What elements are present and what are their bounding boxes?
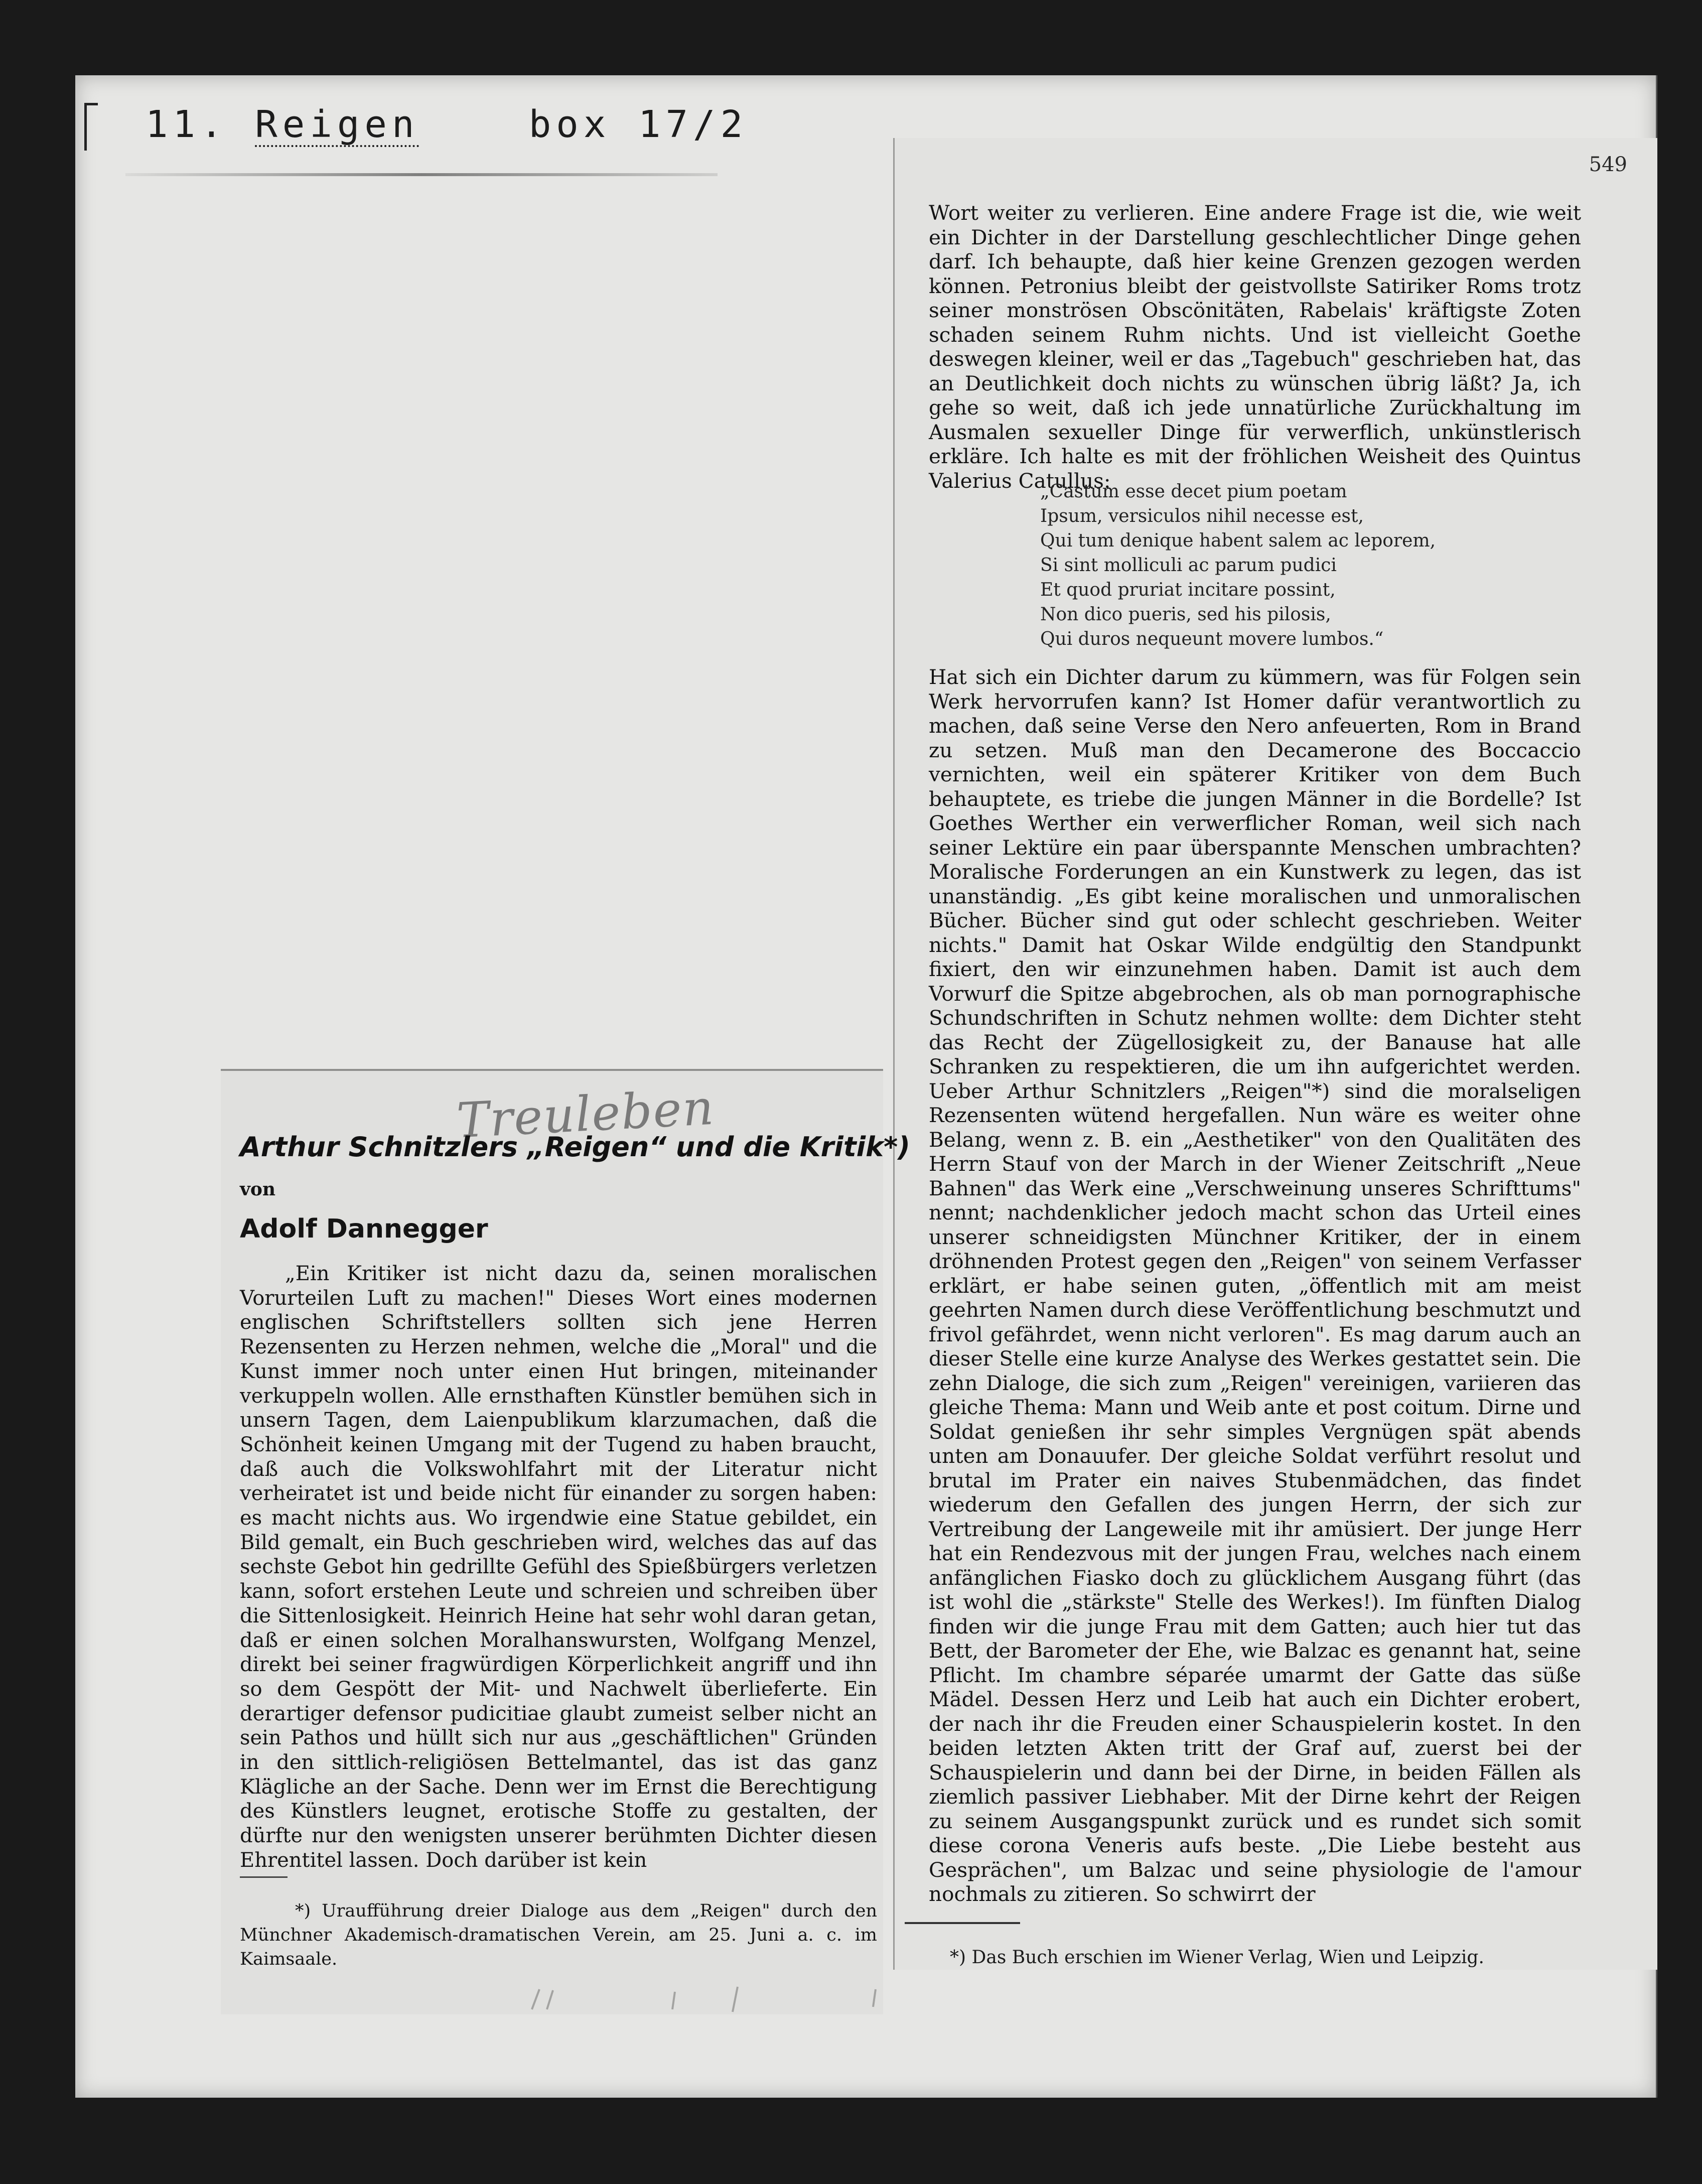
poem-line: Si sint molliculi ac parum pudici <box>1040 555 1337 576</box>
catullus-poem <box>1040 479 1436 651</box>
right-paragraph-1 <box>929 201 1581 493</box>
paragraph-text: Hat sich ein Dichter darum zu kümmern, was für Folgen sein Werk hervorrufen kann? Ist Homer dafür verantwortlich zu machen, daß seine Verse den Nero anfeuerten, Rom in Brand zu setzen. Muß man den Decamerone des Boccaccio vernichten, weil ein späterer Kritiker von dem Buch behauptete, es triebe die jungen Männer in die Bordelle? Ist Goethes Werther ein verwerflicher Roman, weil sich nach seiner Lektüre ein paar überspannte Menschen umbrachten? Moralische Forderungen an ein Kunstwerk zu legen, das ist unanständig. „Es gibt keine moralischen und unmoralischen Bücher. Bücher sind gut oder schlecht geschrieben. Weiter nichts." Damit hat Oskar Wilde endgültig den Standpunkt fixiert, den wir einzunehmen haben. Damit ist auch dem Vorwurf die Spitze abgebrochen, als ob man pornographische Schundschriften in Schutz nehmen wollte: dem Dichter steht das Recht der Zügellosigkeit zu, der Banause hat alle Schranken zu respektieren, die um ihn aufgerichtet werden. Ueber Arthur Schnitzlers „Reigen"*) sind die moralseligen Rezensenten wütend hergefallen. Nun wäre es weiter ohne Belang, wenn z. B. ein „Aesthetiker" von den Qualitäten des Herrn Stauf von der March in der Wiener Zeitschrift „Neue Bahnen" das Werk eine „Verschweinung unseres Schrifttums" nennt; nachdenklicher jedoch macht schon das Urteil eines unserer schneidigsten Münchner Kritiker, der in einem dröhnenden Protest gegen den „Reigen" von seinem Verfasser erklärt, er habe seinen guten, „öffentlich mit am meist geehrten Namen durch diese Veröffentlichung beschmutzt und frivol gefährdet, wenn nicht verloren". Es mag darum auch an dieser Stelle eine kurze Analyse des Werkes gestattet sein. Die zehn Dialoge, die sich zum „Reigen" vereinigen, variieren das gleiche Thema: Mann und Weib ante et post coitum. Dirne und Soldat genießen ihr sehr simples Vergnügen spät abends unten am Donauufer. Der gleiche Soldat verführt resolut und brutal im Prater ein naives Stubenmädchen, das findet wiederum den Gefallen des jungen Herrn, der sich zur Vertreibung der Langeweile mit ihr amüsiert. Der junge Herr hat ein Rendezvous mit der jungen Frau, welches nach einem anfänglichen Fiasko doch zu glücklichem Ausgang führt (das ist wohl die „stärkste" Stelle des Werkes!). Im fünften Dialog finden wir die junge Frau mit dem Gatten; auch hier tut das Bett, der Barometer der Ehe, wie Balzac es genannt hat, seine Pflicht. Im chambre séparée umarmt der Gatte das süße Mädel. Dessen Herz und Leib hat auch ein Dichter erobert, der nach ihr die Freuden einer Schauspielerin kostet. In den beiden letzten Akten tritt der Graf auf, zuerst bei der Schauspielerin und dann bei der Dirne, in beiden Fällen als ziemlich passiver Liebhaber. Mit der Dirne kehrt der Reigen zu seinem Ausgangspunkt zurück und es rundet sich somit diese corona Veneris aufs beste. „Die Liebe besteht aus Gesprächen", um Balzac und seine physiologie de l'amour nochmals zu zitieren. So schwirrt der <box>929 665 1581 1906</box>
pencil-marks-icon <box>522 1984 1024 2014</box>
handwritten-note: Treuleben <box>455 1079 716 1149</box>
footnote-left: *) Uraufführung dreier Dialoge aus dem „Reigen" durch den Münchner Akademisch-dramatischen Verein, am 25. Juni a. c. im Kaimsaale. <box>240 1901 877 1969</box>
footnote-rule <box>240 1876 288 1878</box>
poem-line: Non dico pueris, sed his pilosis, <box>1040 604 1331 625</box>
poem-line: Qui tum denique habent salem ac leporem, <box>1040 530 1436 551</box>
page-number: 549 <box>1589 153 1627 176</box>
article-body: „Ein Kritiker ist nicht dazu da, seinen moralischen Vorurteilen Luft zu machen!" Dieses Wort eines modernen englischen Schriftstellers sollten sich jene Herren Rezensenten zu Herzen nehmen, welche die „Moral" und die Kunst immer noch unter einen Hut bringen, miteinander verkuppeln wollen. Alle ernsthaften Künstler bemühen sich in unsern Tagen, dem Laienpublikum klarzumachen, daß die Schönheit keinen Umgang mit der Tugend zu haben braucht, daß auch die Volkswohlfahrt mit der Literatur nicht verheiratet ist und beide nicht für einander zu sorgen haben: es macht nichts aus. Wo irgendwie eine Statue gebildet, ein Bild gemalt, ein Buch geschrieben wird, welches das auf das sechste Gebot hin gedrillte Gefühl des Spießbürgers verletzen kann, sofort erstehen Leute und schreien und schreiben über die Sittenlosigkeit. Heinrich Heine hat sehr wohl daran getan, daß er einen solchen Moralhanswursten, Wolfgang Menzel, direkt bei seiner fragwürdigen Körperlichkeit angriff und ihn so dem Gespött der Mit- und Nachwelt überlieferte. Ein derartiger defensor pudicitiae glaubt zumeist selber nicht an sein Pathos und hüllt sich nur aus „geschäftlichen" Gründen in den sittlich-religiösen Bettelmantel, das ist das ganz Klägliche an der Sache. Denn wer im Ernst die Berechtigung des Künstlers leugnet, erotische Stoffe zu gestalten, der dürfte nur den wenigsten unserer berühmten Dichter diesen Ehrentitel lassen. Doch darüber ist kein <box>240 1262 877 1872</box>
article-author: Adolf Dannegger <box>240 1214 488 1244</box>
poem-line: Ipsum, versiculos nihil necesse est, <box>1040 506 1364 526</box>
right-paragraph-2 <box>929 665 1581 1906</box>
header-number: 11. <box>146 103 228 146</box>
article-title: Arthur Schnitzlers „Reigen“ und die Kritik*) <box>240 1131 910 1163</box>
header-rule <box>125 173 718 176</box>
poem-line: Et quod pruriat incitare possint, <box>1040 580 1336 600</box>
article-byline: von <box>240 1179 276 1200</box>
header-box: box 17/2 <box>528 103 748 146</box>
poem-line: „Castum esse decet pium poetam <box>1040 481 1347 502</box>
corner-mark-icon <box>84 103 98 151</box>
archive-header <box>146 103 748 146</box>
right-clipping <box>893 138 1657 1970</box>
footnote-rule <box>905 1922 1020 1924</box>
poem-line: Qui duros nequeunt movere lumbos.“ <box>1040 629 1384 649</box>
footnote-right: *) Das Buch erschien im Wiener Verlag, Wien und Leipzig. <box>950 1947 1484 1968</box>
header-title: Reigen <box>255 103 419 146</box>
left-clipping <box>221 1069 910 2014</box>
paragraph-text: Wort weiter zu verlieren. Eine andere Frage ist die, wie weit ein Dichter in der Darstellung geschlechtlicher Dinge gehen darf. Ich behaupte, daß hier keine Grenzen gezogen werden können. Petronius bleibt der geistvollste Satiriker Roms trotz seiner monströsen Obscönitäten, Rabelais' kräftigste Zoten schaden seinem Ruhm nichts. Und ist vielleicht Goethe deswegen kleiner, weil er das „Tagebuch" geschrieben hat, das an Deutlichkeit doch nichts zu wünschen übrig läßt? Ja, ich gehe so weit, daß ich jede unnatürliche Zurückhaltung im Ausmalen sexueller Dinge für verwerflich, unkünstlerisch erkläre. Ich halte es mit der fröhlichen Weisheit des Quintus Valerius Catullus: <box>929 201 1581 493</box>
